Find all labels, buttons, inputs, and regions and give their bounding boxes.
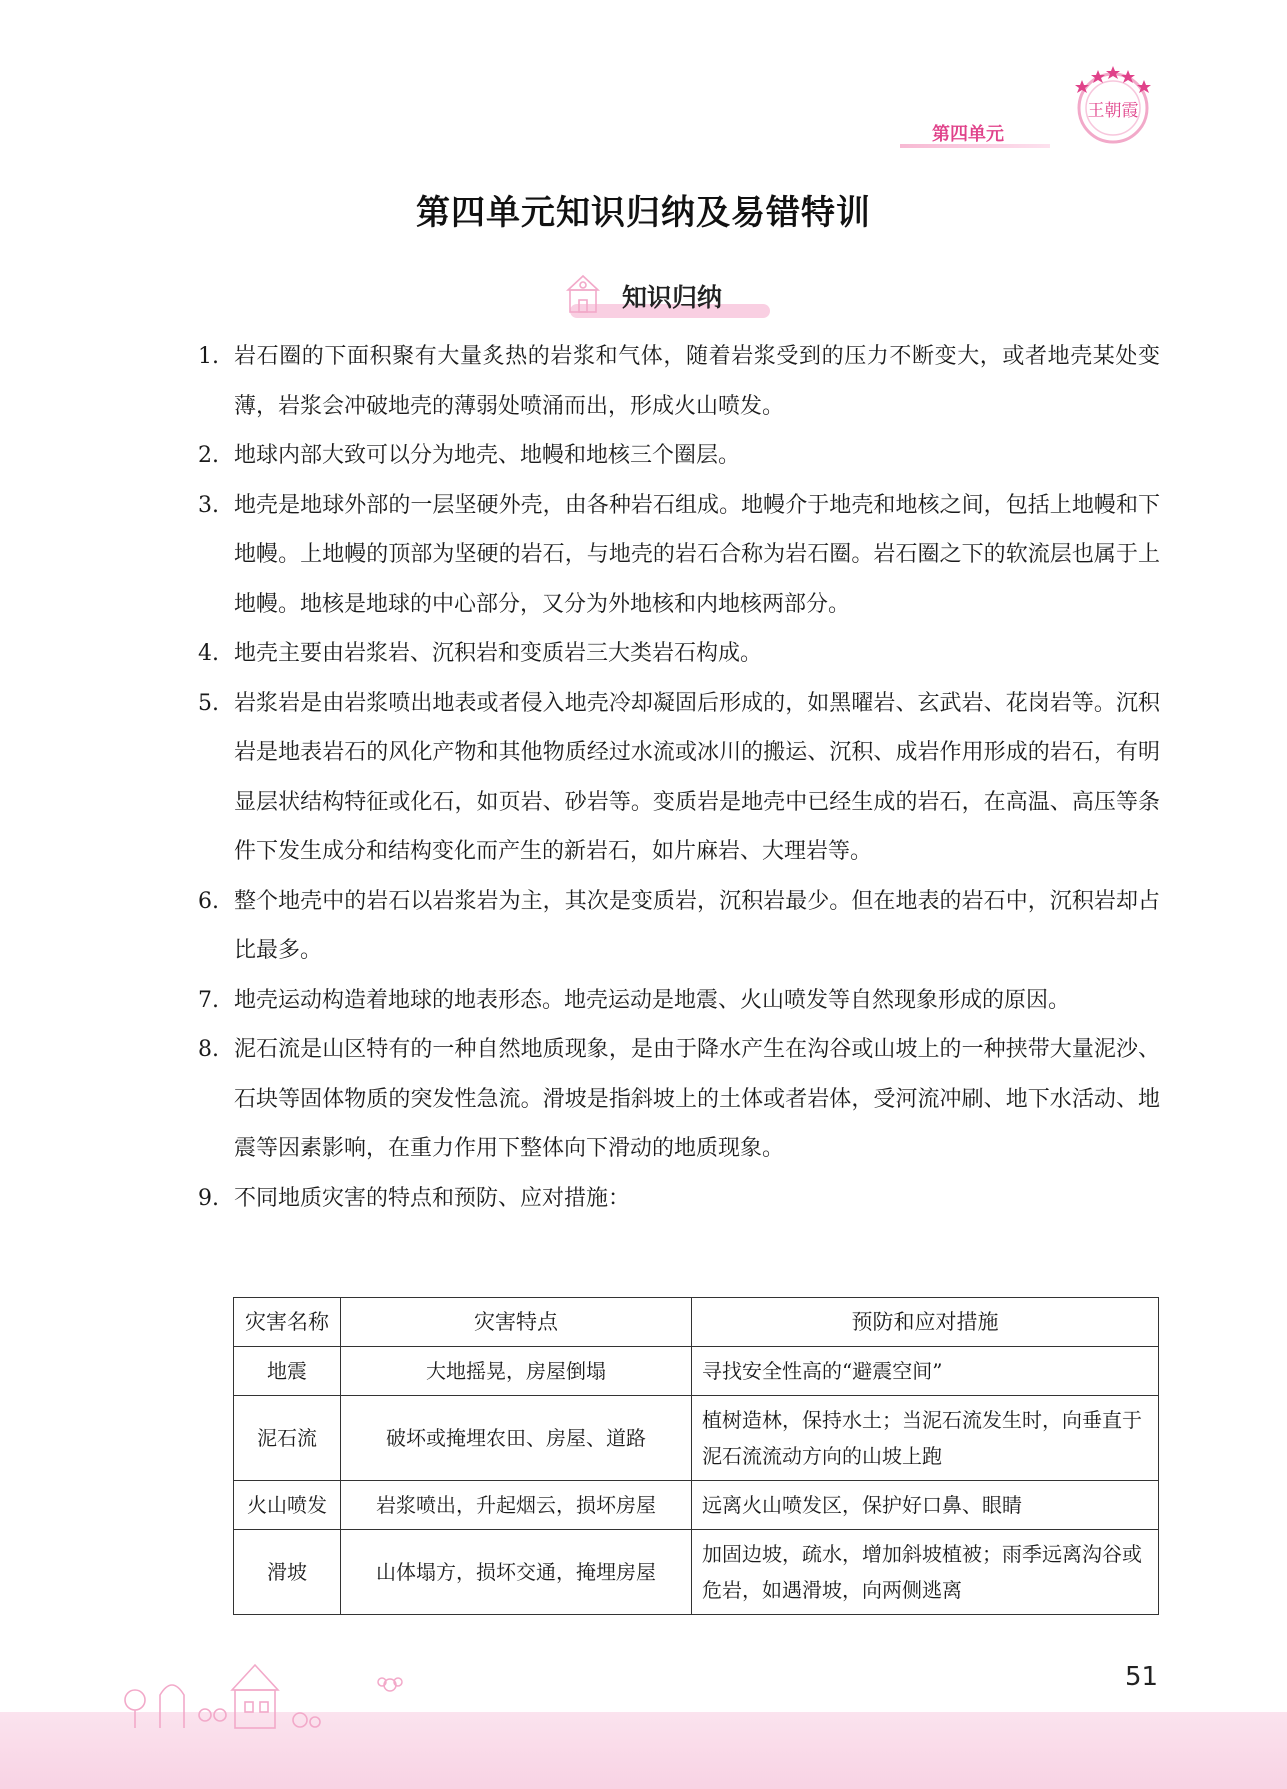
list-item: [198, 1174, 1160, 1224]
item-number: 6.: [198, 888, 219, 914]
header-cell: 预防和应对措施: [692, 1298, 1159, 1347]
item-number: 1.: [198, 344, 219, 369]
item-text: 地壳主要由岩浆岩、沉积岩和变质岩三大类岩石构成。: [234, 641, 763, 666]
table-cell: 植树造林，保持水土；当泥石流发生时，向垂直于泥石流流动方向的山坡上跑: [692, 1396, 1159, 1481]
table-cell: 大地摇晃，房屋倒塌: [341, 1347, 692, 1396]
item-text: 地壳是地球外部的一层坚硬外壳，由各种岩石组成。地幔介于地壳和地核之间，包括上地幔和下地幔。上地幔的顶部为坚硬的岩石，与地壳的岩石合称为岩石圈。岩石圈之下的软流层也属于上地幔。地核是地球的中心部分，又分为外地核和内地核两部分。: [234, 492, 1160, 617]
item-number: 3.: [198, 492, 219, 518]
item-text: 地壳运动构造着地球的地表形态。地壳运动是地震、火山喷发等自然现象形成的原因。: [234, 987, 1071, 1013]
castle-decoration-icon: [560, 270, 610, 316]
table-cell: 远离火山喷发区，保护好口鼻、眼睛: [692, 1481, 1159, 1530]
item-text: 整个地壳中的岩石以岩浆岩为主，其次是变质岩，沉积岩最少。但在地表的岩石中，沉积岩却占比最多。: [234, 888, 1160, 963]
item-number: 5.: [198, 690, 219, 716]
table-cell: 山体塌方，损坏交通，掩埋房屋: [341, 1530, 692, 1615]
unit-label: 第四单元: [932, 124, 1004, 145]
item-text: 地球内部大致可以分为地壳、地幔和地核三个圈层。: [234, 443, 741, 468]
table-row: [234, 1347, 1159, 1396]
town-decoration-icon: [120, 1650, 360, 1730]
table-cell: 破坏或掩埋农田、房屋、道路: [341, 1396, 692, 1481]
item-number: 8.: [198, 1037, 219, 1062]
list-item: [198, 679, 1160, 877]
item-text: 岩石圈的下面积聚有大量炙热的岩浆和气体，随着岩浆受到的压力不断变大，或者地壳某处变薄，岩浆会冲破地壳的薄弱处喷涌而出，形成火山喷发。: [234, 344, 1160, 419]
table-cell: 滑坡: [234, 1530, 341, 1615]
section-label: 知识归纳: [622, 283, 723, 312]
table-cell: 加固边坡，疏水，增加斜坡植被；雨季远离沟谷或危岩，如遇滑坡，向两侧逃离: [692, 1530, 1159, 1615]
list-item: [198, 629, 1160, 679]
header-cell: 灾害特点: [341, 1298, 692, 1347]
page-number: 51: [1125, 1662, 1159, 1692]
item-number: 7.: [198, 987, 219, 1013]
table-cell: 寻找安全性高的“避震空间”: [692, 1347, 1159, 1396]
table-cell: 泥石流: [234, 1396, 341, 1481]
item-text: 岩浆岩是由岩浆喷出地表或者侵入地壳冷却凝固后形成的，如黑曜岩、玄武岩、花岗岩等。沉积岩是地表岩石的风化产物和其他物质经过水流或冰川的搬运、沉积、成岩作用形成的岩石，有明显层状结构特征或化石，如页岩、砂岩等。变质岩是地壳中已经生成的岩石，在高温、高压等条件下发生成分和结构变化而产生的新岩石，如片麻岩、大理岩等。: [234, 690, 1160, 864]
table-cell: 地震: [234, 1347, 341, 1396]
brand-logo-icon: [1068, 60, 1158, 150]
section-heading: [560, 270, 780, 320]
table-row: [234, 1530, 1159, 1615]
item-number: 9.: [198, 1185, 219, 1211]
list-item: [198, 332, 1160, 431]
table-cell: 火山喷发: [234, 1481, 341, 1530]
flower-decoration-icon: [370, 1670, 410, 1700]
table-row: [234, 1481, 1159, 1530]
table-header-row: [234, 1298, 1159, 1347]
item-number: 2.: [198, 443, 219, 468]
item-text: 不同地质灾害的特点和预防、应对措施：: [234, 1185, 631, 1211]
table-cell: 岩浆喷出，升起烟云，损坏房屋: [341, 1481, 692, 1530]
table-row: [234, 1396, 1159, 1481]
list-item: [198, 1025, 1160, 1174]
disaster-table: [233, 1297, 1159, 1615]
logo-text: 王朝霞: [1087, 101, 1139, 121]
page-title: 第四单元知识归纳及易错特训: [416, 193, 871, 233]
list-item: [198, 481, 1160, 630]
header-cell: 灾害名称: [234, 1298, 341, 1347]
knowledge-list: [198, 332, 1160, 1223]
unit-tag: [900, 120, 1065, 150]
item-number: 4.: [198, 641, 219, 666]
list-item: [198, 976, 1160, 1026]
list-item: [198, 431, 1160, 481]
item-text: 泥石流是山区特有的一种自然地质现象，是由于降水产生在沟谷或山坡上的一种挟带大量泥沙、石块等固体物质的突发性急流。滑坡是指斜坡上的土体或者岩体，受河流冲刷、地下水活动、地震等因素影响，在重力作用下整体向下滑动的地质现象。: [234, 1037, 1160, 1161]
list-item: [198, 877, 1160, 976]
